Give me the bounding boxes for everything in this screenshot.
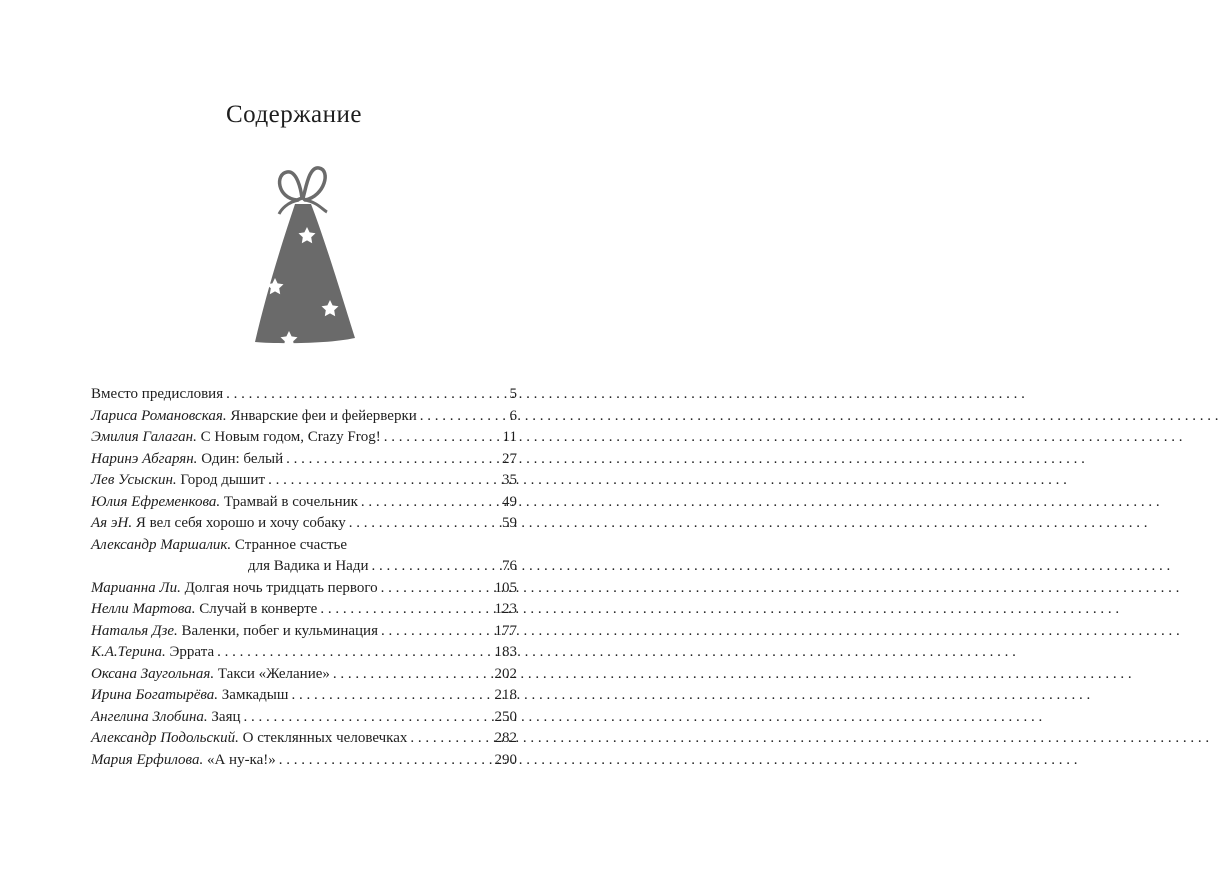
toc-title: Один: белый (197, 450, 284, 467)
toc-page-number: 202 (494, 665, 517, 682)
toc-entry[interactable] (91, 642, 517, 664)
toc-entry[interactable] (91, 406, 517, 428)
toc-author: Наталья Дзе. (91, 622, 178, 639)
toc-entry[interactable] (91, 513, 517, 535)
toc-page-number: 27 (502, 450, 517, 467)
toc-entry[interactable] (91, 449, 517, 471)
toc-entry-continuation[interactable] (91, 556, 517, 578)
toc-page-number: 35 (502, 472, 517, 488)
leader-dots (276, 750, 495, 772)
toc-title: Валенки, побег и кульминация (177, 622, 378, 639)
toc-author: Нелли Мартова. (91, 601, 196, 617)
toc-page-number: 250 (494, 708, 517, 725)
toc-title: Такси «Желание» (214, 665, 330, 682)
leader-dots (265, 470, 495, 492)
toc-entry[interactable] (91, 621, 517, 643)
toc-title: Долгая ночь тридцать первого (180, 579, 378, 596)
christmas-tree-gift-icon (247, 160, 357, 350)
leader-dots (283, 449, 495, 471)
leader-dots (381, 427, 495, 449)
leader-dots (288, 685, 494, 707)
leader-dots (317, 599, 494, 621)
toc-title: Случай в конверте (195, 601, 318, 617)
leader-dots (407, 728, 494, 750)
page-title: Содержание (226, 101, 362, 128)
toc-title: Странное счастье (231, 536, 348, 553)
toc-page-number: 218 (494, 687, 517, 703)
toc-author: Лев Усыскин. (91, 472, 177, 488)
toc-title: Трамвай в сочельник (220, 493, 358, 510)
toc-author: Ангелина Злобина. (91, 708, 208, 725)
leader-dots (378, 578, 495, 600)
leader-dots (417, 406, 495, 428)
toc-page-number: 5 (509, 386, 517, 402)
toc-entry[interactable] (91, 664, 517, 686)
toc-author: Эмилия Галаган. (91, 429, 197, 445)
toc-page-number: 76 (502, 558, 517, 574)
leader-dots (223, 384, 495, 406)
toc-title: Вместо предисловия (91, 386, 224, 402)
toc-entry[interactable] (91, 728, 517, 750)
toc-page-number: 11 (502, 429, 517, 445)
toc-author: Александр Подольский. (91, 730, 239, 746)
table-of-contents (91, 384, 517, 771)
toc-entry[interactable] (91, 599, 517, 621)
toc-author: Лариса Романовская. (91, 407, 227, 424)
toc-page-number: 282 (494, 730, 517, 746)
toc-page-number: 6 (509, 407, 517, 424)
toc-entry[interactable] (91, 384, 517, 406)
toc-entry[interactable] (91, 427, 517, 449)
toc-entry[interactable] (91, 535, 517, 557)
leader-dots (214, 642, 494, 664)
toc-page-number: 105 (494, 579, 517, 596)
toc-author: Наринэ Абгарян. (91, 450, 198, 467)
toc-author: Мария Ерфилова. (91, 751, 204, 768)
leader-dots (378, 621, 495, 643)
toc-author: К.А.Терина. (91, 644, 166, 660)
toc-page-number: 59 (502, 515, 517, 531)
toc-author: Юлия Ефременкова. (91, 493, 221, 510)
toc-title: Январские феи и фейерверки (226, 407, 417, 424)
toc-title-line2: для Вадика и Нади (248, 558, 369, 574)
toc-page-number: 123 (494, 601, 517, 617)
toc-title: Замкадыш (218, 687, 289, 703)
leader-dots (330, 664, 495, 686)
toc-page-number: 290 (494, 751, 517, 768)
toc-entry[interactable] (91, 578, 517, 600)
toc-entry[interactable] (91, 750, 517, 772)
leader-dots (346, 513, 495, 535)
leader-dots (241, 707, 495, 729)
toc-author: Александр Маршалик. (91, 536, 232, 553)
toc-title: «А ну-ка!» (203, 751, 276, 768)
toc-page-number: 177 (494, 622, 517, 639)
toc-title: Я вел себя хорошо и хочу собаку (132, 515, 346, 531)
toc-title: О стеклянных человечках (238, 730, 408, 746)
leader-dots (358, 492, 495, 514)
toc-title: Город дышит (176, 472, 266, 488)
toc-page-number: 49 (502, 493, 517, 510)
toc-entry[interactable] (91, 470, 517, 492)
toc-entry[interactable] (91, 685, 517, 707)
toc-author: Оксана Заугольная. (91, 665, 215, 682)
toc-author: Ирина Богатырёва. (91, 687, 219, 703)
toc-entry[interactable] (91, 492, 517, 514)
toc-title: С Новым годом, Crazy Frog! (196, 429, 381, 445)
toc-page-number: 183 (494, 644, 517, 660)
toc-title: Эррата (165, 644, 215, 660)
toc-title: Заяц (207, 708, 241, 725)
leader-dots (368, 556, 495, 578)
toc-author: Марианна Ли. (91, 579, 181, 596)
toc-author: Ая эН. (91, 515, 133, 531)
toc-entry[interactable] (91, 707, 517, 729)
